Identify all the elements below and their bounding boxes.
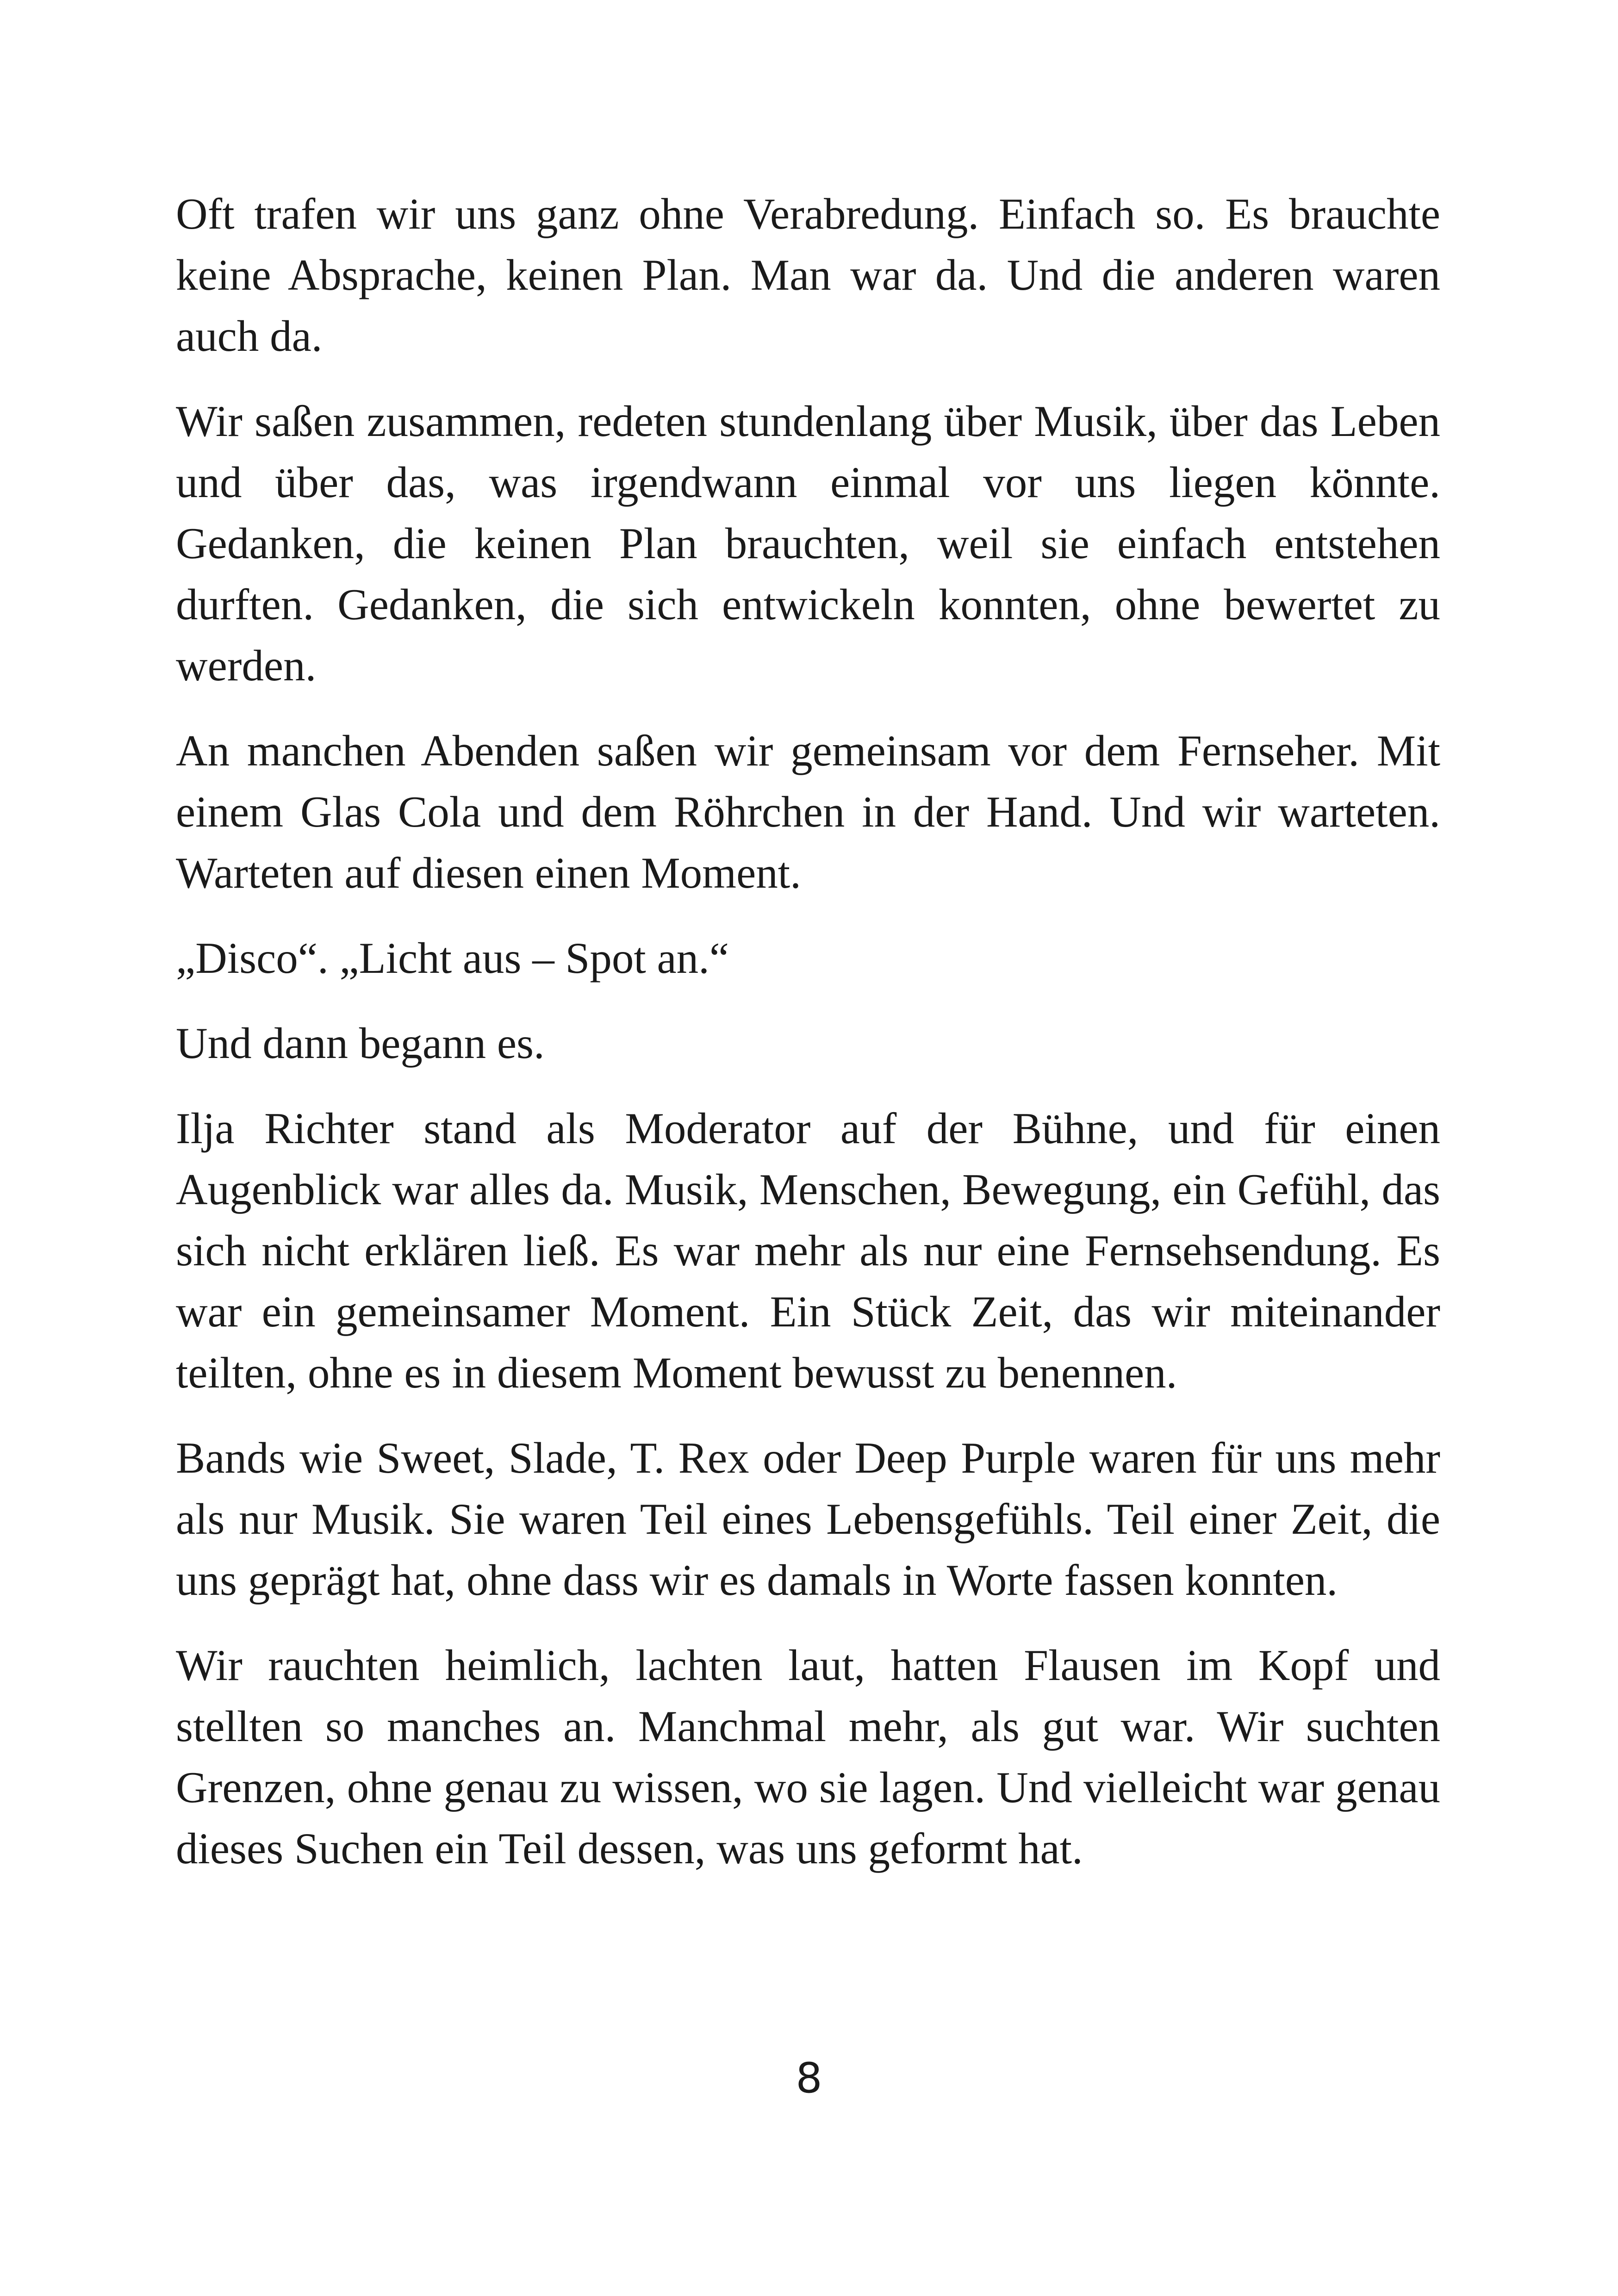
paragraph: Wir saßen zusammen, redeten stundenlang über Musik, über das Leben und über das, was irgendwann einmal vor uns liegen könnte. Gedanken, die keinen Plan brauchten, weil sie einfach entstehen durften. Gedanken, die sich entwickeln konnten, ohne bewertet zu werden. [176, 397, 1440, 690]
paragraph: Und dann begann es. [176, 1019, 545, 1068]
paragraph: „Disco“. „Licht aus – Spot an.“ [176, 933, 729, 983]
paragraph: Ilja Richter stand als Moderator auf der Bühne, und für einen Augenblick war alles da. Musik, Menschen, Bewegung, ein Gefühl, das sich nicht erklären ließ. Es war mehr als nur eine Fernsehsendung. Es war ein gemeinsamer Moment. Ein Stück Zeit, das wir miteinander teilten, ohne es in diesem Moment bewusst zu benennen. [176, 1104, 1440, 1397]
paragraph: An manchen Abenden saßen wir gemeinsam vor dem Fernseher. Mit einem Glas Cola und dem Röhrchen in der Hand. Und wir warteten. Warteten auf diesen einen Moment. [176, 726, 1440, 897]
paragraph: Oft trafen wir uns ganz ohne Verabredung. Einfach so. Es brauchte keine Absprache, keinen Plan. Man war da. Und die anderen waren auch da. [176, 189, 1440, 361]
paragraph: Wir rauchten heimlich, lachten laut, hatten Flausen im Kopf und stellten so manches an. Manchmal mehr, als gut war. Wir suchten Grenzen, ohne genau zu wissen, wo sie lagen. Und vielleicht war genau dieses Suchen ein Teil dessen, was uns geformt hat. [176, 1641, 1440, 1873]
paragraph: Bands wie Sweet, Slade, T. Rex oder Deep Purple waren für uns mehr als nur Musik. Sie waren Teil eines Lebensgefühls. Teil einer Zeit, die uns geprägt hat, ohne dass wir es damals in Worte fassen konnten. [176, 1433, 1440, 1605]
page-number: 8 [796, 2054, 822, 2103]
body-text [176, 183, 1440, 1903]
